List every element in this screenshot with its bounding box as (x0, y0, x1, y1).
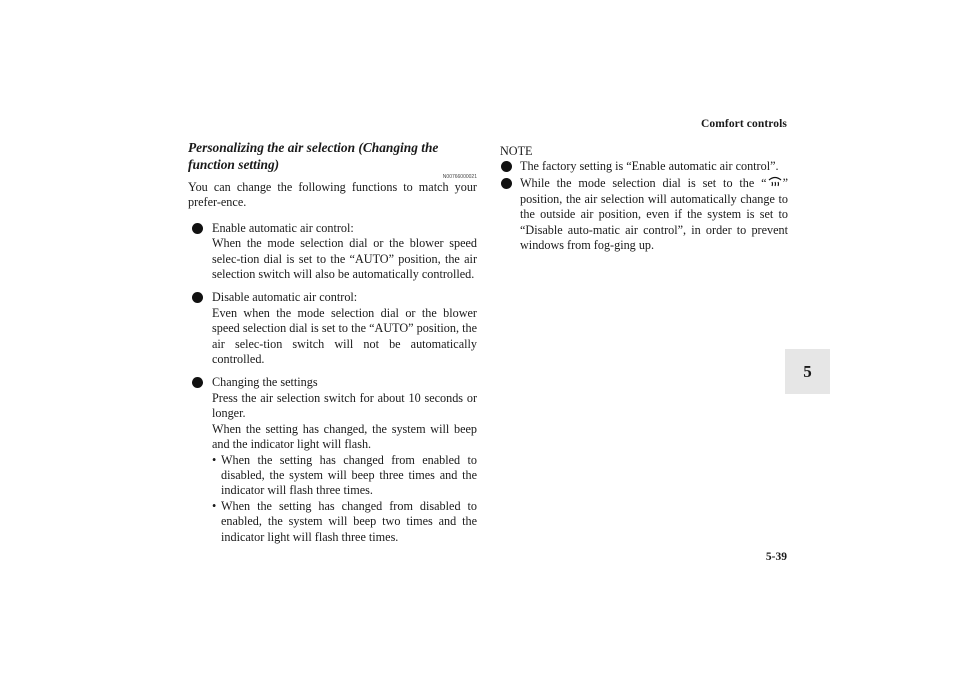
defroster-icon (768, 176, 782, 188)
function-list (188, 221, 477, 545)
bullet-icon (192, 292, 203, 303)
reference-code: N00766000021 (442, 174, 477, 180)
list-item (188, 221, 477, 283)
bullet-icon (501, 161, 512, 172)
item-text: Press the air selection switch for about 10 seconds or longer. (212, 390, 477, 421)
sub-list-item (212, 499, 477, 545)
note-text: The factory setting is “Enable automatic air control”. (520, 159, 779, 173)
left-column (188, 139, 477, 553)
sub-bullet-mark: • (212, 498, 217, 513)
item-heading: Disable automatic air control: (212, 290, 358, 305)
list-item (188, 290, 477, 367)
list-item (188, 375, 477, 544)
page-number: 5-39 (765, 551, 787, 563)
item-heading: Changing the settings (212, 375, 318, 390)
sub-item-text: When the setting has changed from enabled to disabled, the system will beep three times and the indicator will flash three times. (221, 452, 477, 498)
sub-list-item (212, 453, 477, 499)
item-text: When the setting has changed, the system will beep and the indicator light will flash. (212, 421, 477, 452)
note-text-before: While the mode selection dial is set to the “ (520, 176, 767, 191)
right-column (500, 144, 788, 255)
chapter-tab: 5 (785, 349, 830, 394)
sub-item-text: When the setting has changed from disabled to enabled, the system will beep two times and the indicator light will flash three times. (221, 498, 477, 544)
note-text (520, 176, 788, 253)
bullet-icon (192, 377, 203, 388)
note-text-after: ” position, the air selection will automatically change to the outside air position, even if the system is set to “Disable auto-matic air control”, in order to prevent windows from fog-ging up. (520, 176, 788, 253)
item-text: Even when the mode selection dial or the blower speed selection dial is set to the “AUTO” position, the air selec-tion switch will not be automatically controlled. (212, 305, 477, 367)
bullet-icon (192, 223, 203, 234)
note-list (500, 159, 788, 253)
bullet-icon (501, 178, 512, 189)
intro-paragraph: You can change the following functions to match your prefer-ence. (188, 180, 477, 210)
note-item (500, 176, 788, 253)
note-label: NOTE (500, 144, 533, 158)
item-text: When the mode selection dial or the blower speed selec-tion dial is set to the “AUTO” position, the air selection switch will also be automatically controlled. (212, 236, 477, 282)
header-section-title: Comfort controls (700, 118, 787, 130)
item-heading: Enable automatic air control: (212, 220, 354, 235)
note-item (500, 159, 788, 174)
section-heading: Personalizing the air selection (Changing the function setting) (188, 140, 439, 172)
sub-bullet-mark: • (212, 452, 217, 467)
